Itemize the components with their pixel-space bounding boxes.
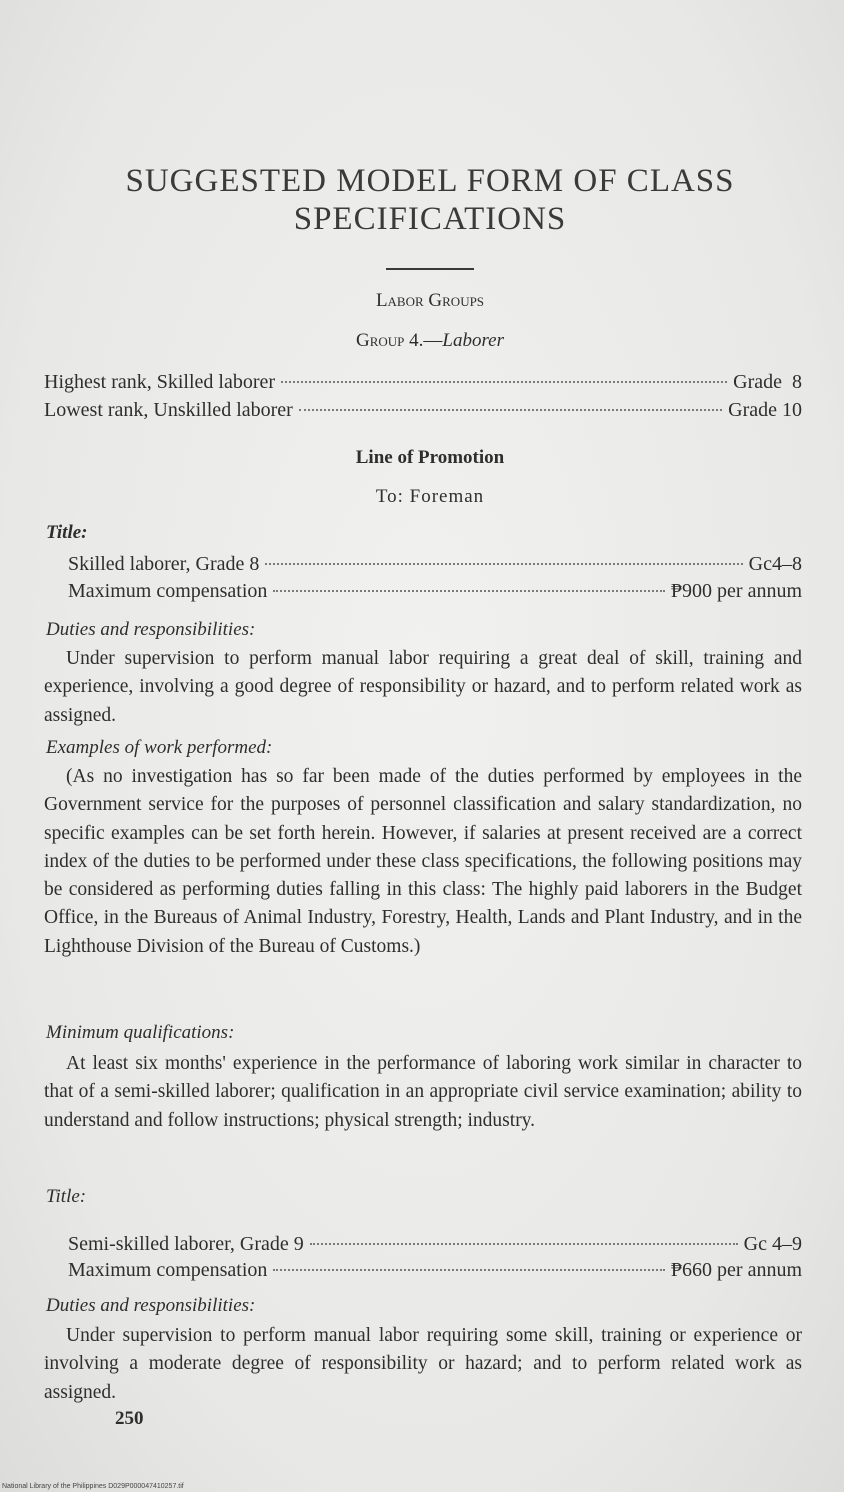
compensation-row — [68, 1258, 802, 1282]
class-title: Semi-skilled laborer, Grade 9 — [68, 1233, 304, 1255]
class-title-row — [68, 552, 802, 576]
group-prefix: Group 4.— — [356, 330, 443, 351]
title-label: Title: — [46, 1186, 87, 1207]
line-of-promotion-heading: Line of Promotion — [355, 447, 505, 468]
compensation-label: Maximum compensation — [68, 580, 268, 602]
page-title: SUGGESTED MODEL FORM OF CLASS SPECIFICATIONS — [125, 163, 735, 237]
compensation-row — [68, 579, 802, 603]
class-code: Gc 4–9 — [743, 1233, 802, 1255]
dot-leader — [281, 381, 727, 383]
class-title: Skilled laborer, Grade 8 — [68, 553, 260, 575]
compensation-label: Maximum compensation — [68, 1259, 268, 1281]
dot-leader — [265, 563, 742, 565]
duties-text: Under supervision to perform manual labor requiring some skill, training or experience or involving a moderate degree of responsibility or hazard; and to perform related work as assigned. — [44, 1325, 802, 1403]
rank-value: Grade 8 — [733, 371, 802, 393]
group-heading — [60, 330, 800, 352]
minimum-qualifications-label: Minimum qualifications: — [46, 1022, 235, 1043]
page-number: 250 — [115, 1408, 144, 1429]
promotion-target: To: Foreman — [375, 486, 485, 507]
scan-footer: National Library of the Philippines D029P000047410257.tif — [2, 1483, 184, 1490]
class-code: Gc4–8 — [748, 553, 802, 575]
labor-groups-heading: Labor Groups — [375, 290, 485, 311]
dot-leader — [299, 409, 722, 411]
compensation-value: ₱660 per annum — [670, 1259, 802, 1281]
rank-row-highest — [44, 370, 802, 394]
title-label: Title: — [46, 522, 88, 543]
examples-label: Examples of work performed: — [46, 737, 273, 758]
rank-label: Highest rank, Skilled laborer — [44, 371, 276, 393]
dot-leader — [310, 1243, 738, 1245]
minimum-qualifications-text: At least six months' experience in the performance of laboring work similar in character to that of a semi-skilled laborer; qualification in an appropriate civil service examination; ability to understand and follow instructions; physical strength; industry. — [44, 1053, 802, 1131]
dot-leader — [273, 1269, 664, 1271]
rank-label: Lowest rank, Unskilled laborer — [44, 399, 293, 421]
duties-label: Duties and responsibilities: — [46, 1295, 256, 1316]
group-name: Laborer — [442, 330, 504, 351]
duties-text: Under supervision to perform manual labor requiring a great deal of skill, training and experience, involving a good degree of responsibility or hazard, and to perform related work as assigned. — [44, 648, 802, 726]
dot-leader — [273, 590, 664, 592]
title-rule — [386, 268, 474, 270]
duties-label: Duties and responsibilities: — [46, 619, 256, 640]
class-title-row — [68, 1232, 802, 1256]
rank-row-lowest — [44, 398, 802, 422]
examples-text: (As no investigation has so far been made of the duties performed by employees in the Government service for the purposes of personnel classification and salary standardization, no specific examples can be set forth herein. However, if salaries at present received are a correct index of the duties to be performed under these class specifications, the following positions may be considered as performing duties falling in this class: The highly paid laborers in the Budget Office, in the Bureaus of Animal Industry, Forestry, Health, Lands and Plant Industry, and in the Lighthouse Division of the Bureau of Customs.) — [44, 766, 802, 957]
compensation-value: ₱900 per annum — [670, 580, 802, 602]
rank-value: Grade 10 — [728, 399, 802, 421]
